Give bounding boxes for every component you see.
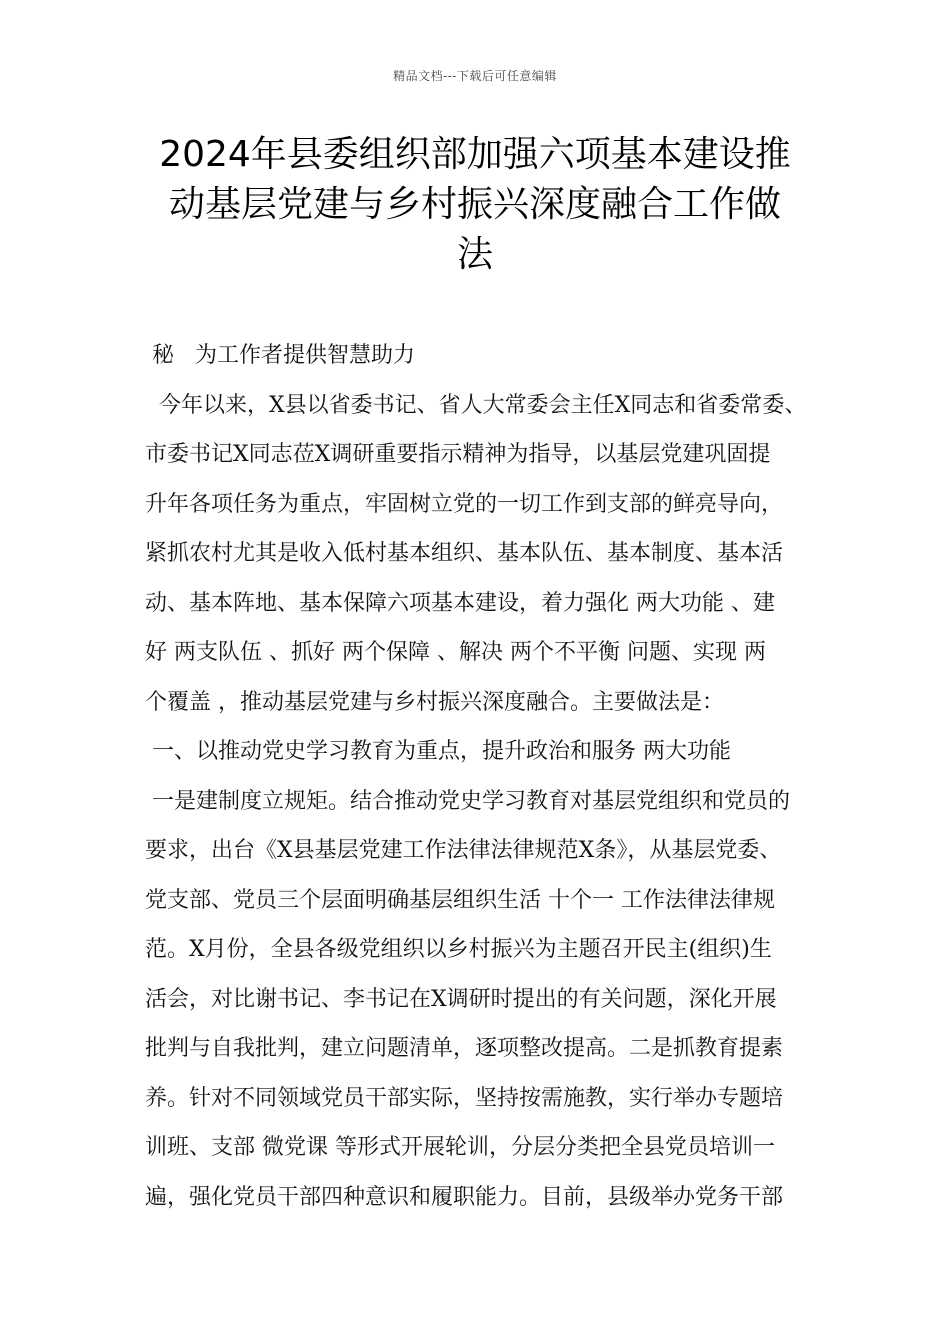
body-line: 动、基本阵地、基本保障六项基本建设，着力强化 两大功能 、建 bbox=[145, 590, 775, 616]
document-body bbox=[145, 331, 815, 1222]
title-line: 法 bbox=[456, 234, 493, 275]
body-line: 党支部、党员三个层面明确基层组织生活 十个一 工作法律法律规 bbox=[145, 887, 775, 913]
body-line: 紧抓农村尤其是收入低村基本组织、基本队伍、基本制度、基本活 bbox=[145, 541, 784, 566]
body-line: 今年以来，X县以省委书记、省人大常委会主任X同志和省委常委、 bbox=[145, 392, 807, 418]
body-line: 养。针对不同领域党员干部实际，坚持按需施教，实行举办专题培 bbox=[145, 1085, 784, 1111]
body-line: 要求，出台《X县基层党建工作法律法律规范X条》，从基层党委、 bbox=[145, 838, 782, 863]
header-note: 精品文档---下载后可任意编辑 bbox=[393, 69, 557, 83]
body-line: 好 两支队伍 、抓好 两个保障 、解决 两个不平衡 问题、实现 两 bbox=[145, 640, 766, 665]
body-line: 活会，对比谢书记、李书记在X调研时提出的有关问题，深化开展 bbox=[145, 986, 777, 1012]
body-line: 训班、支部 微党课 等形式开展轮训，分层分类把全县党员培训一 bbox=[145, 1135, 775, 1160]
body-line: 遍，强化党员干部四种意识和履职能力。目前，县级举办党务干部 bbox=[145, 1184, 784, 1210]
body-line: 秘 为工作者提供智慧助力 bbox=[145, 343, 415, 368]
title-line: 动基层党建与乡村振兴深度融合工作做 bbox=[168, 184, 781, 225]
body-line: 批判与自我批判，建立问题清单，逐项整改提高。二是抓教育提素 bbox=[145, 1036, 784, 1061]
body-line: 一是建制度立规矩。结合推动党史学习教育对基层党组织和党员的 bbox=[145, 788, 790, 814]
body-line: 升年各项任务为重点，牢固树立党的一切工作到支部的鲜亮导向， bbox=[145, 491, 784, 517]
document-title bbox=[130, 130, 820, 280]
title-line: 2024年县委组织部加强六项基本建设推 bbox=[159, 134, 791, 175]
body-line: 范。X月份，全县各级党组织以乡村振兴为主题召开民主(组织)生 bbox=[145, 937, 772, 962]
body-line: 个覆盖 ，推动基层党建与乡村振兴深度融合。主要做法是： bbox=[145, 689, 724, 715]
body-line: 市委书记X同志莅X调研重要指示精神为指导，以基层党建巩固提 bbox=[145, 442, 771, 467]
section-heading: 一、以推动党史学习教育为重点，提升政治和服务 两大功能 bbox=[145, 739, 731, 764]
